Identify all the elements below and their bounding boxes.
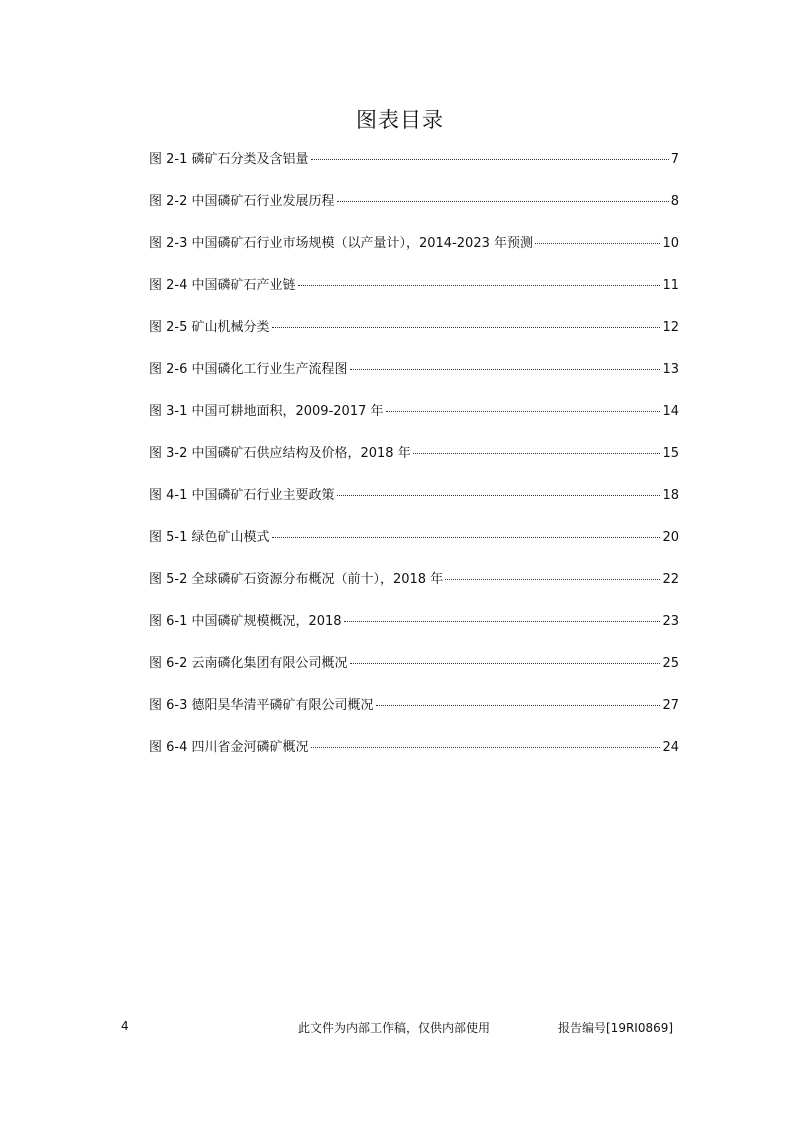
toc-entry[interactable] <box>149 696 679 738</box>
toc-entry[interactable] <box>149 528 679 570</box>
toc-entry-page: 12 <box>662 320 679 335</box>
toc-entry[interactable] <box>149 738 679 780</box>
toc-entry-label: 图 6-3 德阳昊华清平磷矿有限公司概况 <box>149 698 374 713</box>
toc-entry-label: 图 2-1 磷矿石分类及含铝量 <box>149 152 309 167</box>
toc-entry[interactable] <box>149 444 679 486</box>
toc-entry-page: 14 <box>662 404 679 419</box>
toc-entry[interactable] <box>149 318 679 360</box>
toc-dot-leader <box>535 242 660 244</box>
toc-entry-label: 图 2-3 中国磷矿石行业市场规模（以产量计），2014-2023 年预测 <box>149 236 533 251</box>
toc-entry[interactable] <box>149 654 679 696</box>
toc-entry-label: 图 3-2 中国磷矿石供应结构及价格，2018 年 <box>149 446 411 461</box>
toc-entry-page: 25 <box>662 656 679 671</box>
toc-entry-page: 18 <box>662 488 679 503</box>
toc-entry-label: 图 5-1 绿色矿山模式 <box>149 530 270 545</box>
toc-entry-page: 13 <box>662 362 679 377</box>
toc-dot-leader <box>337 494 661 496</box>
toc-entry[interactable] <box>149 402 679 444</box>
page-title: 图表目录 <box>356 108 444 132</box>
toc-entry-page: 24 <box>662 740 679 755</box>
toc-entry[interactable] <box>149 276 679 318</box>
toc-entry-page: 27 <box>662 698 679 713</box>
toc-entry-page: 10 <box>662 236 679 251</box>
toc-entry[interactable] <box>149 360 679 402</box>
toc-entry-page: 11 <box>662 278 679 293</box>
toc-entry[interactable] <box>149 612 679 654</box>
footer-report-id: 报告编号[19RI0869] <box>558 1021 674 1035</box>
toc-entry[interactable] <box>149 192 679 234</box>
table-of-figures <box>149 150 679 780</box>
toc-entry-label: 图 4-1 中国磷矿石行业主要政策 <box>149 488 335 503</box>
toc-dot-leader <box>311 746 661 748</box>
toc-dot-leader <box>350 662 661 664</box>
toc-dot-leader <box>350 368 661 370</box>
toc-entry-page: 7 <box>670 152 679 167</box>
toc-entry-label: 图 2-4 中国磷矿石产业链 <box>149 278 296 293</box>
toc-entry-page: 22 <box>662 572 679 587</box>
toc-dot-leader <box>311 158 669 160</box>
toc-entry[interactable] <box>149 570 679 612</box>
toc-entry[interactable] <box>149 234 679 276</box>
toc-entry-label: 图 6-2 云南磷化集团有限公司概况 <box>149 656 348 671</box>
toc-entry[interactable] <box>149 486 679 528</box>
toc-entry-label: 图 2-2 中国磷矿石行业发展历程 <box>149 194 335 209</box>
toc-dot-leader <box>445 578 660 580</box>
toc-entry-label: 图 5-2 全球磷矿石资源分布概况（前十），2018 年 <box>149 572 444 587</box>
toc-dot-leader <box>386 410 661 412</box>
toc-dot-leader <box>376 704 661 706</box>
toc-entry[interactable] <box>149 150 679 192</box>
toc-dot-leader <box>272 326 661 328</box>
toc-entry-label: 图 6-4 四川省金河磷矿概况 <box>149 740 309 755</box>
toc-entry-page: 20 <box>662 530 679 545</box>
toc-dot-leader <box>344 620 661 622</box>
toc-entry-label: 图 3-1 中国可耕地面积，2009-2017 年 <box>149 404 384 419</box>
toc-entry-label: 图 2-6 中国磷化工行业生产流程图 <box>149 362 348 377</box>
toc-entry-page: 8 <box>670 194 679 209</box>
toc-dot-leader <box>337 200 669 202</box>
footer-confidential-notice: 此文件为内部工作稿，仅供内部使用 <box>298 1021 491 1035</box>
toc-entry-label: 图 6-1 中国磷矿规模概况，2018 <box>149 614 342 629</box>
toc-dot-leader <box>272 536 661 538</box>
toc-entry-page: 15 <box>662 446 679 461</box>
toc-entry-page: 23 <box>662 614 679 629</box>
toc-dot-leader <box>298 284 661 286</box>
toc-entry-label: 图 2-5 矿山机械分类 <box>149 320 270 335</box>
toc-dot-leader <box>413 452 661 454</box>
footer-page-number: 4 <box>121 1019 129 1033</box>
